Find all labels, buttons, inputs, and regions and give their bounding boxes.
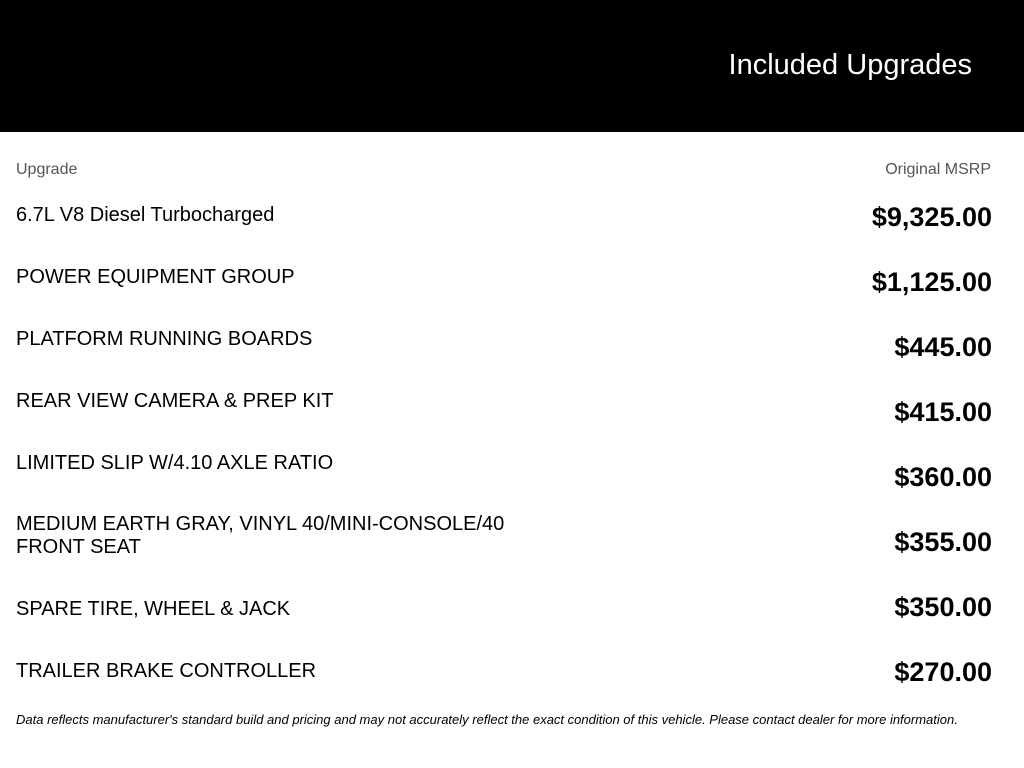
page-title: Included Upgrades	[728, 49, 972, 81]
upgrade-name: MEDIUM EARTH GRAY, VINYL 40/MINI-CONSOLE/40 FRONT SEAT	[16, 513, 505, 558]
upgrade-name: REAR VIEW CAMERA & PREP KIT	[16, 390, 334, 412]
upgrade-name: LIMITED SLIP W/4.10 AXLE RATIO	[16, 452, 334, 474]
upgrade-name: POWER EQUIPMENT GROUP	[16, 266, 295, 288]
upgrade-price: $270.00	[894, 657, 992, 687]
upgrade-price: $445.00	[894, 332, 992, 362]
msrp-column-header: Original MSRP	[885, 161, 991, 178]
upgrade-name: 6.7L V8 Diesel Turbocharged	[16, 204, 275, 226]
upgrade-price: $415.00	[894, 397, 992, 427]
upgrade-column-header: Upgrade	[16, 161, 78, 178]
upgrade-name: SPARE TIRE, WHEEL & JACK	[16, 598, 291, 620]
upgrade-price: $9,325.00	[871, 202, 992, 232]
upgrade-name: TRAILER BRAKE CONTROLLER	[16, 660, 317, 682]
disclaimer-text: Data reflects manufacturer's standard build and pricing and may not accurately reflect the exact condition of this vehicle. Please contact dealer for more information.	[16, 712, 958, 727]
upgrade-name: PLATFORM RUNNING BOARDS	[16, 328, 313, 350]
upgrade-price: $355.00	[894, 527, 992, 557]
upgrade-price: $360.00	[894, 462, 992, 492]
header-bar	[0, 0, 1024, 132]
upgrade-price: $350.00	[894, 592, 992, 622]
upgrade-price: $1,125.00	[871, 267, 992, 297]
